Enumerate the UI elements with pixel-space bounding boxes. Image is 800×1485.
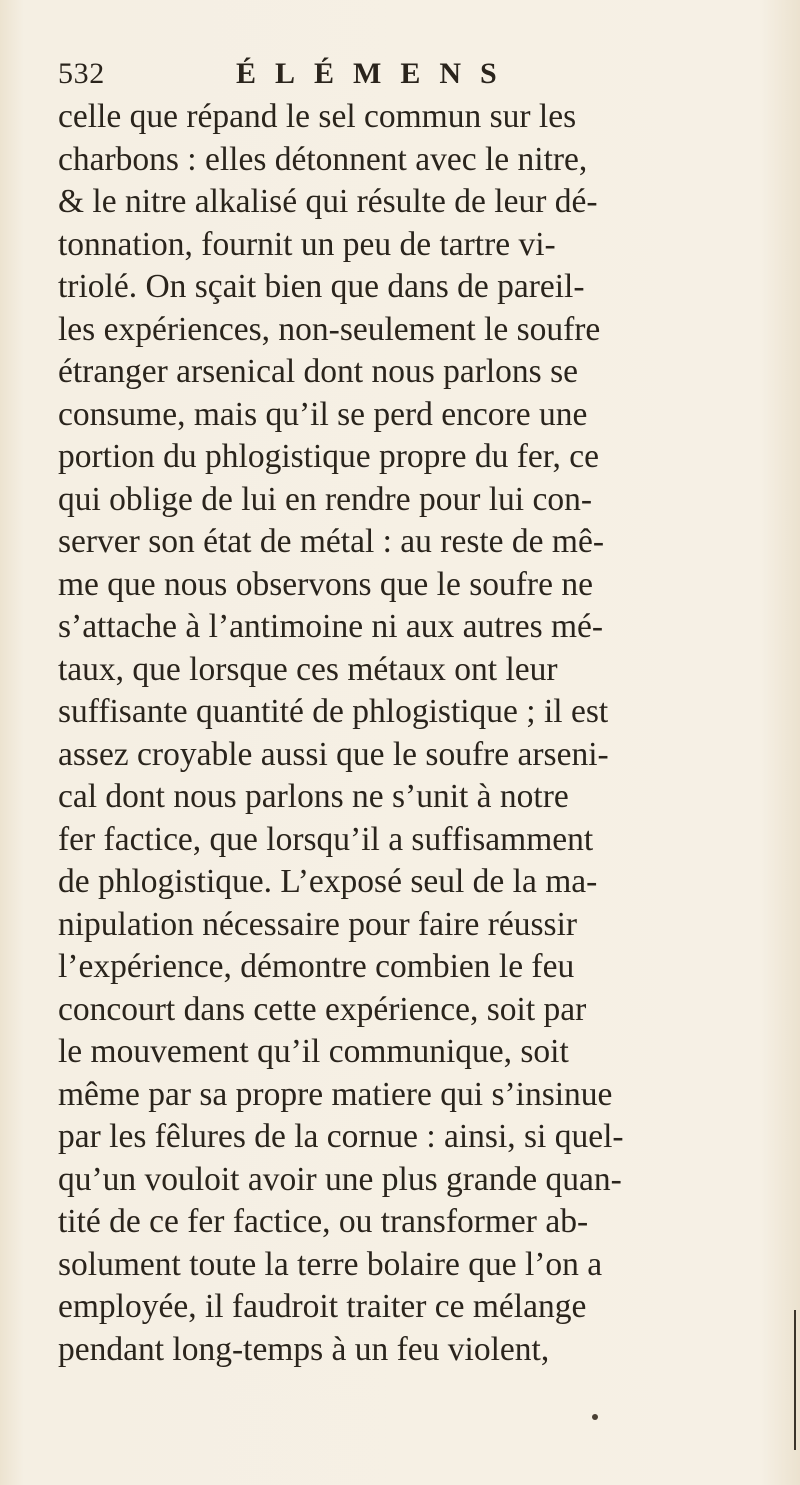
text-line: étranger arsenical dont nous parlons se [58, 353, 579, 390]
ink-dot [592, 1414, 598, 1420]
text-line: nipulation nécessaire pour faire réussir [58, 905, 578, 943]
text-line: par les fêlures de la cornue : ainsi, si quel- [58, 1118, 624, 1155]
text-line: tité de ce fer factice, ou transformer ab- [58, 1203, 589, 1240]
text-line: pendant long-temps à un feu violent, [58, 1330, 550, 1368]
text-line: triolé. On sçait bien que dans de pareil- [58, 268, 585, 305]
text-line: portion du phlogistique propre du fer, ce [58, 438, 600, 475]
text-line: suffisante quantité de phlogistique ; il est [58, 693, 609, 730]
body-text [58, 96, 800, 1371]
text-line: s’attache à l’antimoine ni aux autres mé- [58, 608, 604, 645]
text-line: & le nitre alkalisé qui résulte de leur dé- [58, 183, 598, 220]
text-line: assez croyable aussi que le soufre arseni- [58, 735, 609, 773]
text-line: les expériences, non-seulement le soufre [58, 310, 601, 348]
text-line: concourt dans cette expérience, soit par [58, 990, 587, 1028]
text-line: même par sa propre matiere qui s’insinue [58, 1075, 613, 1113]
text-line: qui oblige de lui en rendre pour lui con- [58, 480, 592, 518]
text-line: consume, mais qu’il se perd encore une [58, 395, 588, 433]
text-line: celle que répand le sel commun sur les [58, 98, 577, 135]
page-header [58, 54, 698, 98]
text-line: charbons : elles détonnent avec le nitre, [58, 140, 588, 178]
text-line: tonnation, fournit un peu de tartre vi- [58, 225, 556, 263]
page-edge-mark [794, 1310, 796, 1450]
text-line: fer factice, que lorsqu’il a suffisamment [58, 820, 594, 858]
text-line: l’expérience, démontre combien le feu [58, 948, 575, 985]
text-line: solument toute la terre bolaire que l’on a [58, 1245, 603, 1283]
text-line: taux, que lorsque ces métaux ont leur [58, 650, 558, 688]
page-number: 532 [58, 57, 105, 90]
text-line: qu’un vouloit avoir une plus grande quan- [58, 1160, 622, 1198]
text-line: employée, il faudroit traiter ce mélange [58, 1288, 587, 1325]
text-line: me que nous observons que le soufre ne [58, 565, 593, 603]
text-line: le mouvement qu’il communique, soit [58, 1033, 569, 1070]
running-title: ÉLÉMENS [236, 57, 516, 90]
text-line: de phlogistique. L’exposé seul de la ma- [58, 863, 598, 900]
text-line: server son état de métal : au reste de mê- [58, 523, 604, 560]
text-line: cal dont nous parlons ne s’unit à notre [58, 778, 569, 815]
